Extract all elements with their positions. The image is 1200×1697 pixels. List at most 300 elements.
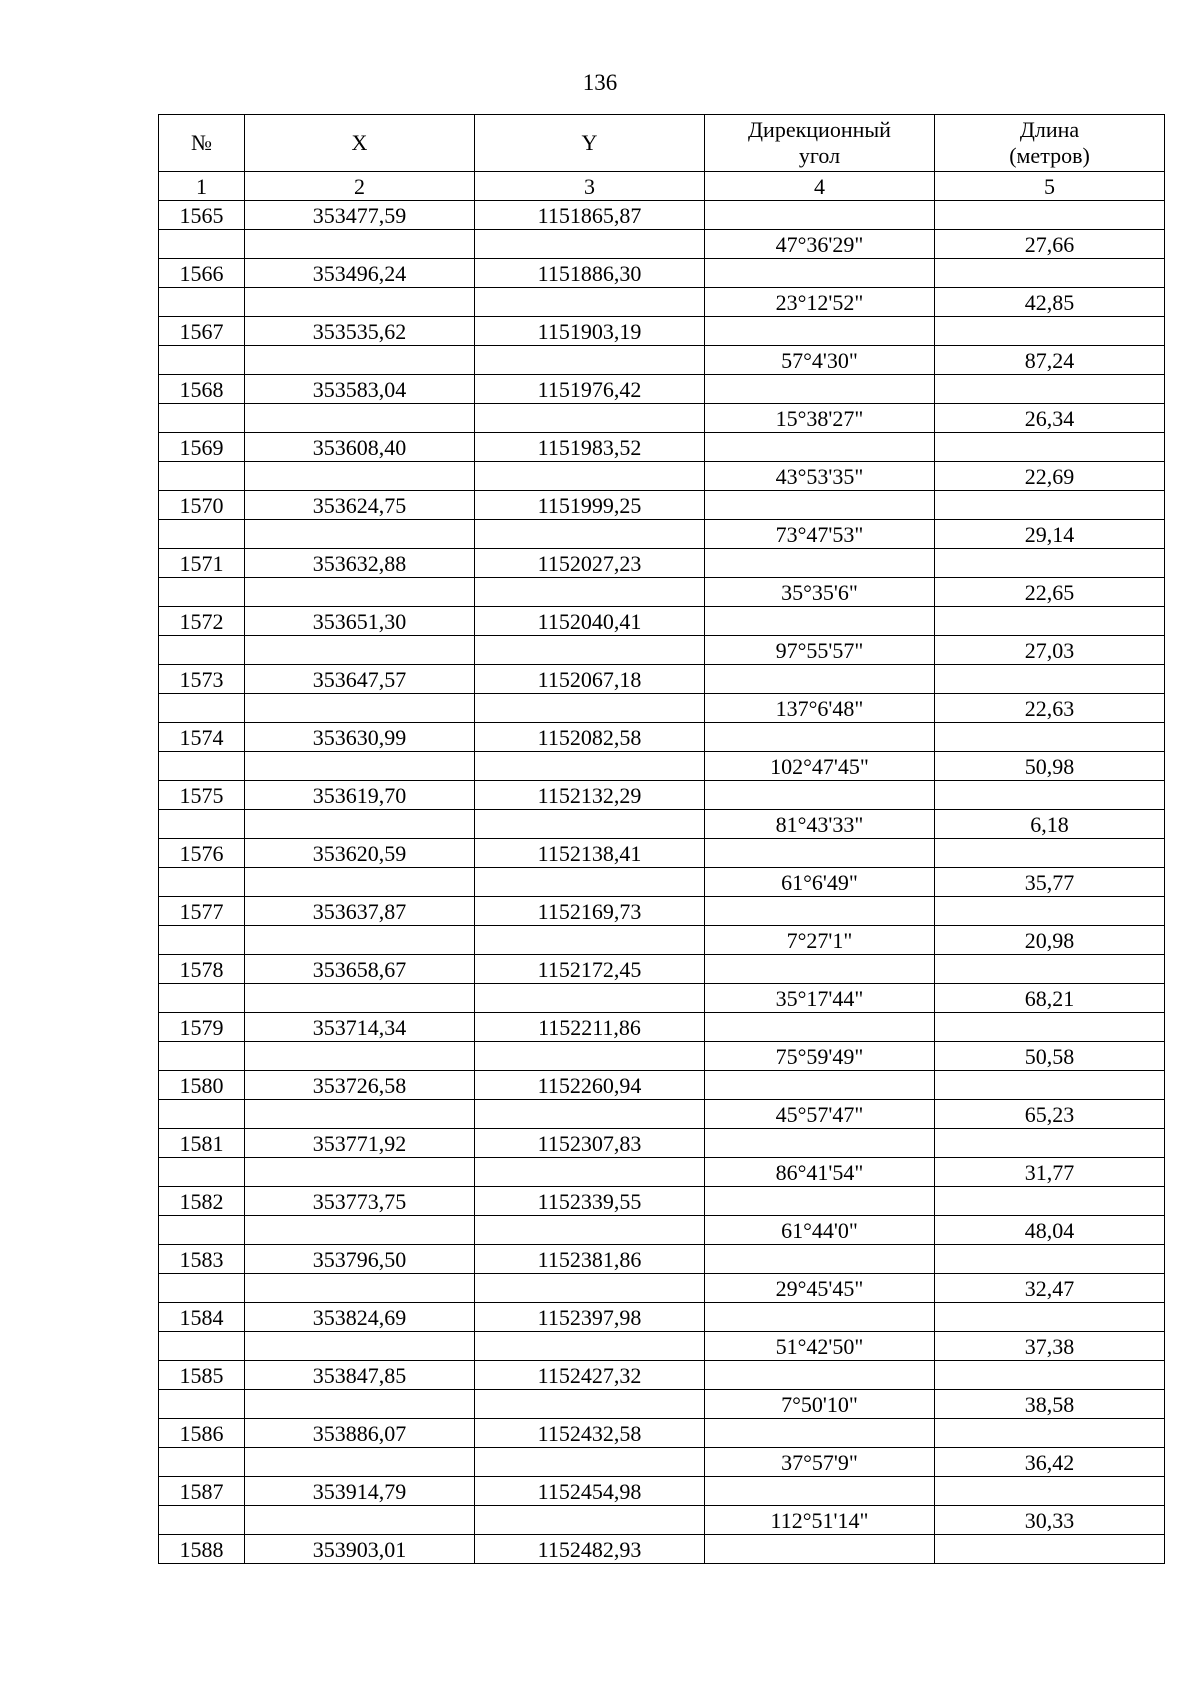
cell-point-number: 1584 xyxy=(159,1303,245,1332)
cell-x xyxy=(245,230,475,259)
cell-direction-angle xyxy=(705,549,935,578)
cell-point-number: 1583 xyxy=(159,1245,245,1274)
cell-y xyxy=(475,868,705,897)
cell-x: 353619,70 xyxy=(245,781,475,810)
cell-length xyxy=(935,317,1165,346)
cell-point-number xyxy=(159,694,245,723)
cell-length xyxy=(935,665,1165,694)
cell-direction-angle xyxy=(705,1535,935,1564)
cell-point-number: 1567 xyxy=(159,317,245,346)
cell-point-number: 1576 xyxy=(159,839,245,868)
cell-point-number: 1586 xyxy=(159,1419,245,1448)
cell-length xyxy=(935,1419,1165,1448)
cell-y: 1152397,98 xyxy=(475,1303,705,1332)
cell-x: 353914,79 xyxy=(245,1477,475,1506)
cell-y xyxy=(475,404,705,433)
column-number-5: 5 xyxy=(935,172,1165,201)
table-row xyxy=(159,868,1165,897)
cell-y: 1151865,87 xyxy=(475,201,705,230)
table-row xyxy=(159,839,1165,868)
cell-point-number: 1577 xyxy=(159,897,245,926)
cell-x: 353583,04 xyxy=(245,375,475,404)
cell-point-number xyxy=(159,1100,245,1129)
column-number-3: 3 xyxy=(475,172,705,201)
table-row xyxy=(159,1535,1165,1564)
cell-point-number: 1588 xyxy=(159,1535,245,1564)
cell-y xyxy=(475,520,705,549)
cell-length: 20,98 xyxy=(935,926,1165,955)
cell-length xyxy=(935,549,1165,578)
header-row xyxy=(159,115,1165,172)
cell-x xyxy=(245,578,475,607)
cell-direction-angle xyxy=(705,1129,935,1158)
cell-direction-angle: 102°47'45" xyxy=(705,752,935,781)
cell-length xyxy=(935,259,1165,288)
cell-length: 87,24 xyxy=(935,346,1165,375)
cell-direction-angle xyxy=(705,955,935,984)
cell-x: 353535,62 xyxy=(245,317,475,346)
cell-point-number xyxy=(159,1448,245,1477)
cell-y: 1152381,86 xyxy=(475,1245,705,1274)
cell-y: 1151886,30 xyxy=(475,259,705,288)
table-row xyxy=(159,1042,1165,1071)
cell-y xyxy=(475,578,705,607)
table-row xyxy=(159,520,1165,549)
header-x-text: X xyxy=(351,130,368,155)
cell-length xyxy=(935,1013,1165,1042)
cell-x: 353647,57 xyxy=(245,665,475,694)
cell-direction-angle xyxy=(705,665,935,694)
cell-x: 353624,75 xyxy=(245,491,475,520)
cell-length: 48,04 xyxy=(935,1216,1165,1245)
cell-y xyxy=(475,1216,705,1245)
cell-direction-angle xyxy=(705,491,935,520)
cell-x xyxy=(245,752,475,781)
cell-y xyxy=(475,462,705,491)
cell-y xyxy=(475,752,705,781)
cell-length: 22,65 xyxy=(935,578,1165,607)
cell-x xyxy=(245,520,475,549)
table-row xyxy=(159,665,1165,694)
table-row xyxy=(159,1419,1165,1448)
cell-point-number xyxy=(159,1158,245,1187)
cell-x xyxy=(245,1390,475,1419)
cell-x xyxy=(245,636,475,665)
cell-length xyxy=(935,955,1165,984)
cell-length: 27,66 xyxy=(935,230,1165,259)
cell-point-number: 1587 xyxy=(159,1477,245,1506)
table-row xyxy=(159,955,1165,984)
cell-direction-angle xyxy=(705,607,935,636)
cell-length xyxy=(935,781,1165,810)
cell-point-number: 1570 xyxy=(159,491,245,520)
cell-direction-angle: 86°41'54" xyxy=(705,1158,935,1187)
cell-y xyxy=(475,810,705,839)
cell-direction-angle: 73°47'53" xyxy=(705,520,935,549)
cell-y xyxy=(475,230,705,259)
cell-x: 353714,34 xyxy=(245,1013,475,1042)
cell-y: 1151983,52 xyxy=(475,433,705,462)
cell-x: 353726,58 xyxy=(245,1071,475,1100)
column-number-row xyxy=(159,172,1165,201)
cell-length xyxy=(935,375,1165,404)
cell-direction-angle xyxy=(705,375,935,404)
cell-y: 1152067,18 xyxy=(475,665,705,694)
cell-y: 1152027,23 xyxy=(475,549,705,578)
cell-y xyxy=(475,1390,705,1419)
cell-direction-angle xyxy=(705,1245,935,1274)
table-row xyxy=(159,781,1165,810)
table-row xyxy=(159,1216,1165,1245)
table-row xyxy=(159,636,1165,665)
cell-length xyxy=(935,839,1165,868)
cell-y: 1152454,98 xyxy=(475,1477,705,1506)
table-row xyxy=(159,462,1165,491)
cell-x xyxy=(245,462,475,491)
cell-length xyxy=(935,723,1165,752)
table-row xyxy=(159,549,1165,578)
table-row xyxy=(159,375,1165,404)
table-row xyxy=(159,723,1165,752)
cell-point-number xyxy=(159,926,245,955)
cell-y: 1152138,41 xyxy=(475,839,705,868)
cell-y xyxy=(475,1100,705,1129)
table-row xyxy=(159,1071,1165,1100)
cell-x xyxy=(245,1274,475,1303)
cell-point-number xyxy=(159,984,245,1013)
cell-direction-angle: 112°51'14" xyxy=(705,1506,935,1535)
cell-length xyxy=(935,201,1165,230)
cell-y xyxy=(475,926,705,955)
cell-length xyxy=(935,897,1165,926)
table-row xyxy=(159,984,1165,1013)
header-number xyxy=(159,115,245,172)
cell-direction-angle xyxy=(705,1303,935,1332)
table-body xyxy=(159,201,1165,1564)
cell-point-number: 1581 xyxy=(159,1129,245,1158)
column-number-2: 2 xyxy=(245,172,475,201)
cell-y: 1152132,29 xyxy=(475,781,705,810)
cell-direction-angle: 23°12'52" xyxy=(705,288,935,317)
cell-x xyxy=(245,926,475,955)
cell-x: 353847,85 xyxy=(245,1361,475,1390)
cell-length xyxy=(935,1361,1165,1390)
cell-x xyxy=(245,1100,475,1129)
table-row xyxy=(159,201,1165,230)
table-row xyxy=(159,1245,1165,1274)
header-length-line2: (метров) xyxy=(1009,143,1090,168)
cell-direction-angle: 97°55'57" xyxy=(705,636,935,665)
cell-x: 353637,87 xyxy=(245,897,475,926)
cell-point-number xyxy=(159,462,245,491)
table-row xyxy=(159,752,1165,781)
column-number-4: 4 xyxy=(705,172,935,201)
table-row xyxy=(159,1274,1165,1303)
cell-point-number xyxy=(159,1216,245,1245)
column-number-1: 1 xyxy=(159,172,245,201)
table-row xyxy=(159,1187,1165,1216)
table-row xyxy=(159,810,1165,839)
page-number: 136 xyxy=(582,70,618,95)
cell-x: 353630,99 xyxy=(245,723,475,752)
cell-y xyxy=(475,288,705,317)
table-row xyxy=(159,1100,1165,1129)
cell-direction-angle: 7°27'1" xyxy=(705,926,935,955)
cell-length: 22,63 xyxy=(935,694,1165,723)
cell-x: 353632,88 xyxy=(245,549,475,578)
cell-y: 1152260,94 xyxy=(475,1071,705,1100)
table-row xyxy=(159,230,1165,259)
cell-x xyxy=(245,1506,475,1535)
cell-length: 38,58 xyxy=(935,1390,1165,1419)
cell-point-number: 1571 xyxy=(159,549,245,578)
cell-direction-angle: 37°57'9" xyxy=(705,1448,935,1477)
cell-x xyxy=(245,1158,475,1187)
cell-point-number xyxy=(159,288,245,317)
cell-x xyxy=(245,694,475,723)
cell-x xyxy=(245,1042,475,1071)
cell-length xyxy=(935,1303,1165,1332)
cell-x: 353651,30 xyxy=(245,607,475,636)
cell-length: 29,14 xyxy=(935,520,1165,549)
cell-direction-angle xyxy=(705,1477,935,1506)
cell-direction-angle xyxy=(705,201,935,230)
cell-y: 1151976,42 xyxy=(475,375,705,404)
cell-point-number xyxy=(159,868,245,897)
cell-direction-angle xyxy=(705,1187,935,1216)
cell-x xyxy=(245,1332,475,1361)
cell-length xyxy=(935,433,1165,462)
table-row xyxy=(159,1361,1165,1390)
cell-y: 1152307,83 xyxy=(475,1129,705,1158)
cell-length xyxy=(935,1535,1165,1564)
cell-length: 37,38 xyxy=(935,1332,1165,1361)
cell-direction-angle: 61°6'49" xyxy=(705,868,935,897)
cell-direction-angle xyxy=(705,723,935,752)
cell-y xyxy=(475,1448,705,1477)
cell-length: 31,77 xyxy=(935,1158,1165,1187)
cell-y: 1152082,58 xyxy=(475,723,705,752)
cell-length xyxy=(935,1129,1165,1158)
cell-length: 36,42 xyxy=(935,1448,1165,1477)
cell-length: 68,21 xyxy=(935,984,1165,1013)
table-row xyxy=(159,288,1165,317)
cell-y: 1152432,58 xyxy=(475,1419,705,1448)
cell-point-number: 1579 xyxy=(159,1013,245,1042)
cell-x xyxy=(245,1216,475,1245)
header-number-text: № xyxy=(191,130,212,155)
cell-y xyxy=(475,1158,705,1187)
cell-direction-angle: 15°38'27" xyxy=(705,404,935,433)
table-row xyxy=(159,491,1165,520)
cell-direction-angle: 75°59'49" xyxy=(705,1042,935,1071)
cell-x: 353658,67 xyxy=(245,955,475,984)
table-row xyxy=(159,1129,1165,1158)
cell-x: 353496,24 xyxy=(245,259,475,288)
coordinates-table xyxy=(158,114,1165,1564)
cell-direction-angle xyxy=(705,1071,935,1100)
cell-length: 50,98 xyxy=(935,752,1165,781)
table-row xyxy=(159,607,1165,636)
cell-length: 27,03 xyxy=(935,636,1165,665)
header-x xyxy=(245,115,475,172)
cell-direction-angle: 47°36'29" xyxy=(705,230,935,259)
header-y xyxy=(475,115,705,172)
table-row xyxy=(159,694,1165,723)
cell-x: 353824,69 xyxy=(245,1303,475,1332)
cell-y: 1152040,41 xyxy=(475,607,705,636)
cell-y xyxy=(475,694,705,723)
cell-x xyxy=(245,404,475,433)
table-row xyxy=(159,578,1165,607)
cell-length xyxy=(935,607,1165,636)
cell-y: 1151999,25 xyxy=(475,491,705,520)
table-row xyxy=(159,926,1165,955)
cell-y: 1152169,73 xyxy=(475,897,705,926)
cell-y xyxy=(475,636,705,665)
cell-x xyxy=(245,346,475,375)
header-direction-angle xyxy=(705,115,935,172)
cell-point-number: 1574 xyxy=(159,723,245,752)
cell-length: 65,23 xyxy=(935,1100,1165,1129)
cell-x: 353886,07 xyxy=(245,1419,475,1448)
cell-y xyxy=(475,346,705,375)
cell-direction-angle: 137°6'48" xyxy=(705,694,935,723)
cell-direction-angle: 81°43'33" xyxy=(705,810,935,839)
cell-direction-angle: 45°57'47" xyxy=(705,1100,935,1129)
cell-length xyxy=(935,491,1165,520)
cell-y: 1152339,55 xyxy=(475,1187,705,1216)
cell-length xyxy=(935,1071,1165,1100)
cell-y xyxy=(475,1332,705,1361)
cell-length: 42,85 xyxy=(935,288,1165,317)
cell-y: 1152482,93 xyxy=(475,1535,705,1564)
cell-length: 22,69 xyxy=(935,462,1165,491)
cell-x: 353796,50 xyxy=(245,1245,475,1274)
table-row xyxy=(159,1158,1165,1187)
cell-y: 1151903,19 xyxy=(475,317,705,346)
cell-point-number xyxy=(159,346,245,375)
table-row xyxy=(159,433,1165,462)
cell-direction-angle: 61°44'0" xyxy=(705,1216,935,1245)
table-row xyxy=(159,1390,1165,1419)
cell-x xyxy=(245,288,475,317)
cell-point-number xyxy=(159,1390,245,1419)
table-row xyxy=(159,1506,1165,1535)
cell-direction-angle: 51°42'50" xyxy=(705,1332,935,1361)
cell-direction-angle: 35°17'44" xyxy=(705,984,935,1013)
table-row xyxy=(159,897,1165,926)
cell-length: 6,18 xyxy=(935,810,1165,839)
cell-x xyxy=(245,984,475,1013)
cell-point-number xyxy=(159,520,245,549)
table-row xyxy=(159,317,1165,346)
header-length xyxy=(935,115,1165,172)
cell-direction-angle: 7°50'10" xyxy=(705,1390,935,1419)
cell-point-number xyxy=(159,404,245,433)
cell-length xyxy=(935,1187,1165,1216)
cell-direction-angle xyxy=(705,433,935,462)
cell-point-number xyxy=(159,1332,245,1361)
cell-y xyxy=(475,1506,705,1535)
cell-point-number xyxy=(159,1274,245,1303)
cell-point-number: 1573 xyxy=(159,665,245,694)
cell-direction-angle xyxy=(705,1361,935,1390)
cell-x: 353620,59 xyxy=(245,839,475,868)
cell-x: 353773,75 xyxy=(245,1187,475,1216)
cell-point-number xyxy=(159,752,245,781)
cell-x xyxy=(245,810,475,839)
cell-point-number: 1566 xyxy=(159,259,245,288)
table-row xyxy=(159,1013,1165,1042)
cell-y: 1152211,86 xyxy=(475,1013,705,1042)
cell-point-number xyxy=(159,810,245,839)
cell-direction-angle: 57°4'30" xyxy=(705,346,935,375)
cell-y xyxy=(475,1274,705,1303)
cell-point-number xyxy=(159,578,245,607)
cell-direction-angle xyxy=(705,839,935,868)
cell-length xyxy=(935,1245,1165,1274)
cell-length: 30,33 xyxy=(935,1506,1165,1535)
table-row xyxy=(159,346,1165,375)
cell-point-number: 1580 xyxy=(159,1071,245,1100)
cell-y xyxy=(475,984,705,1013)
cell-point-number: 1572 xyxy=(159,607,245,636)
table-row xyxy=(159,1477,1165,1506)
cell-point-number: 1569 xyxy=(159,433,245,462)
cell-direction-angle: 29°45'45" xyxy=(705,1274,935,1303)
header-direction-angle-line2: угол xyxy=(798,143,841,168)
cell-point-number: 1582 xyxy=(159,1187,245,1216)
cell-x: 353608,40 xyxy=(245,433,475,462)
cell-direction-angle xyxy=(705,1419,935,1448)
cell-y xyxy=(475,1042,705,1071)
cell-point-number xyxy=(159,230,245,259)
cell-direction-angle xyxy=(705,317,935,346)
table-row xyxy=(159,1448,1165,1477)
cell-direction-angle xyxy=(705,781,935,810)
cell-x: 353903,01 xyxy=(245,1535,475,1564)
cell-point-number: 1578 xyxy=(159,955,245,984)
cell-point-number: 1568 xyxy=(159,375,245,404)
cell-y: 1152427,32 xyxy=(475,1361,705,1390)
cell-length: 35,77 xyxy=(935,868,1165,897)
cell-length: 26,34 xyxy=(935,404,1165,433)
cell-direction-angle: 35°35'6" xyxy=(705,578,935,607)
cell-x xyxy=(245,868,475,897)
cell-length: 50,58 xyxy=(935,1042,1165,1071)
cell-direction-angle xyxy=(705,259,935,288)
cell-point-number: 1565 xyxy=(159,201,245,230)
cell-length xyxy=(935,1477,1165,1506)
header-length-line1: Длина xyxy=(1019,117,1080,142)
cell-y: 1152172,45 xyxy=(475,955,705,984)
cell-point-number: 1575 xyxy=(159,781,245,810)
cell-x: 353477,59 xyxy=(245,201,475,230)
cell-x: 353771,92 xyxy=(245,1129,475,1158)
header-direction-angle-line1: Дирекционный xyxy=(748,117,891,142)
table-row xyxy=(159,1332,1165,1361)
cell-point-number xyxy=(159,1042,245,1071)
table-row xyxy=(159,404,1165,433)
cell-length: 32,47 xyxy=(935,1274,1165,1303)
table-row xyxy=(159,259,1165,288)
cell-x xyxy=(245,1448,475,1477)
table-header xyxy=(159,115,1165,201)
cell-direction-angle xyxy=(705,1013,935,1042)
header-y-text: Y xyxy=(581,130,598,155)
cell-point-number: 1585 xyxy=(159,1361,245,1390)
